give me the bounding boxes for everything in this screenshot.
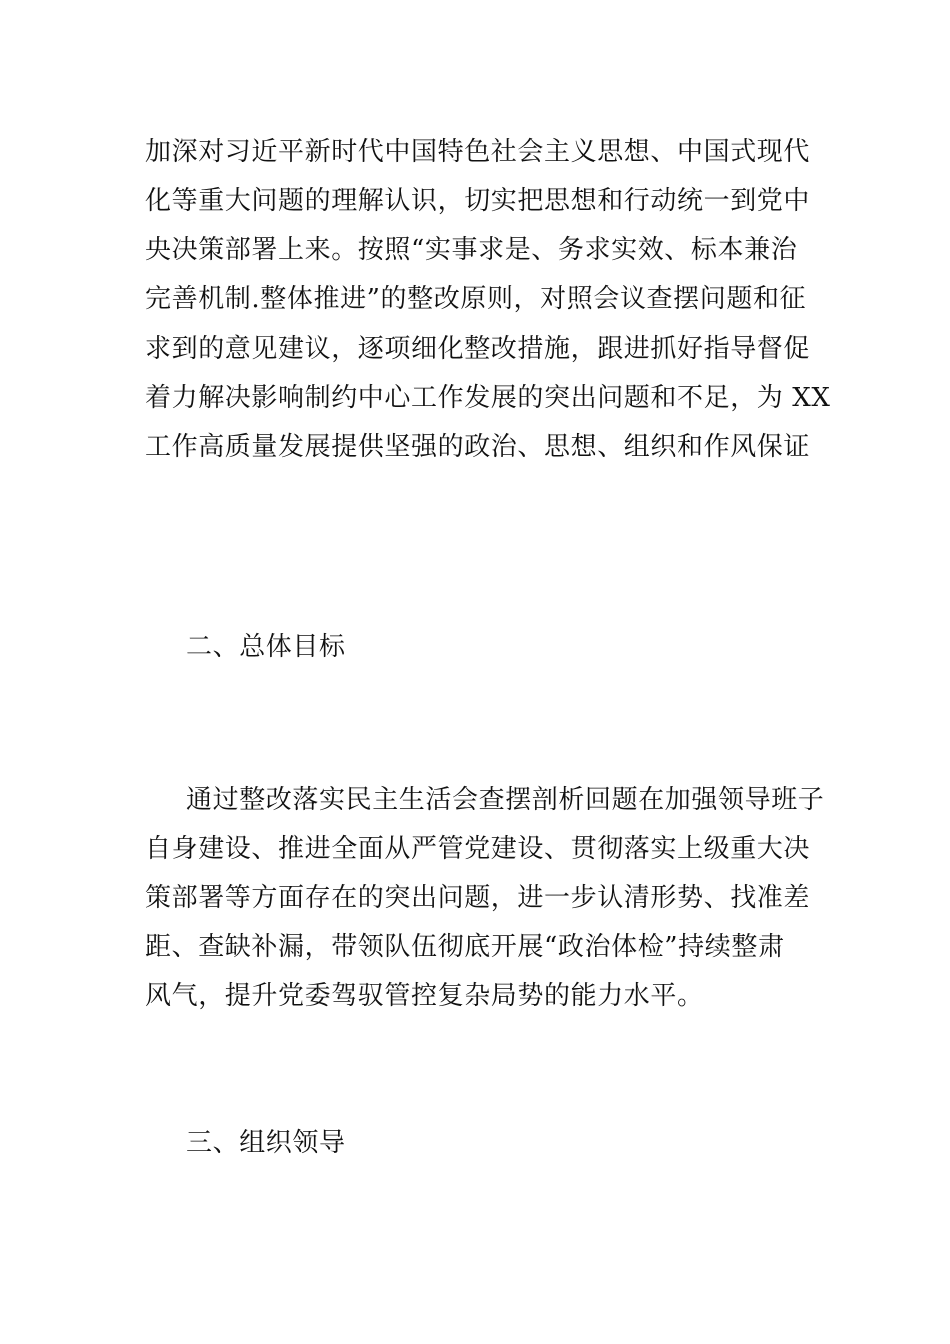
section-heading-overall-goals: 二、总体目标 xyxy=(186,632,346,662)
paragraph-line: 通过整改落实民主生活会查摆剖析回题在加强领导班子 xyxy=(186,785,825,815)
paragraph-line: 自身建设、推进全面从严管党建设、贯彻落实上级重大决 xyxy=(145,834,811,864)
paragraph-line: 风气，提升党委驾驭管控复杂局势的能力水平。 xyxy=(145,981,704,1011)
paragraph-line: 工作高质量发展提供坚强的政治、思想、组织和作风保证 xyxy=(145,432,811,462)
paragraph-line: 着力解决影响制约中心工作发展的突出问题和不足，为 XX xyxy=(145,383,831,413)
paragraph-line: 距、查缺补漏，带领队伍彻底开展“政治体检”持续整肃 xyxy=(145,932,785,962)
paragraph-line: 策部署等方面存在的突出问题，进一步认清形势、找准差 xyxy=(145,883,811,913)
paragraph-line: 加深对习近平新时代中国特色社会主义思想、中国式现代 xyxy=(145,137,811,167)
paragraph-line: 央决策部署上来。按照“实事求是、务求实效、标本兼治 xyxy=(145,235,798,265)
paragraph-line: 化等重大问题的理解认识，切实把思想和行动统一到党中 xyxy=(145,186,811,216)
paragraph-line: 完善机制.整体推进”的整改原则，对照会议查摆问题和征 xyxy=(145,284,807,314)
section-heading-organization-leadership: 三、组织领导 xyxy=(186,1128,346,1158)
paragraph-line: 求到的意见建议，逐项细化整改措施，跟进抓好指导督促 xyxy=(145,334,811,364)
